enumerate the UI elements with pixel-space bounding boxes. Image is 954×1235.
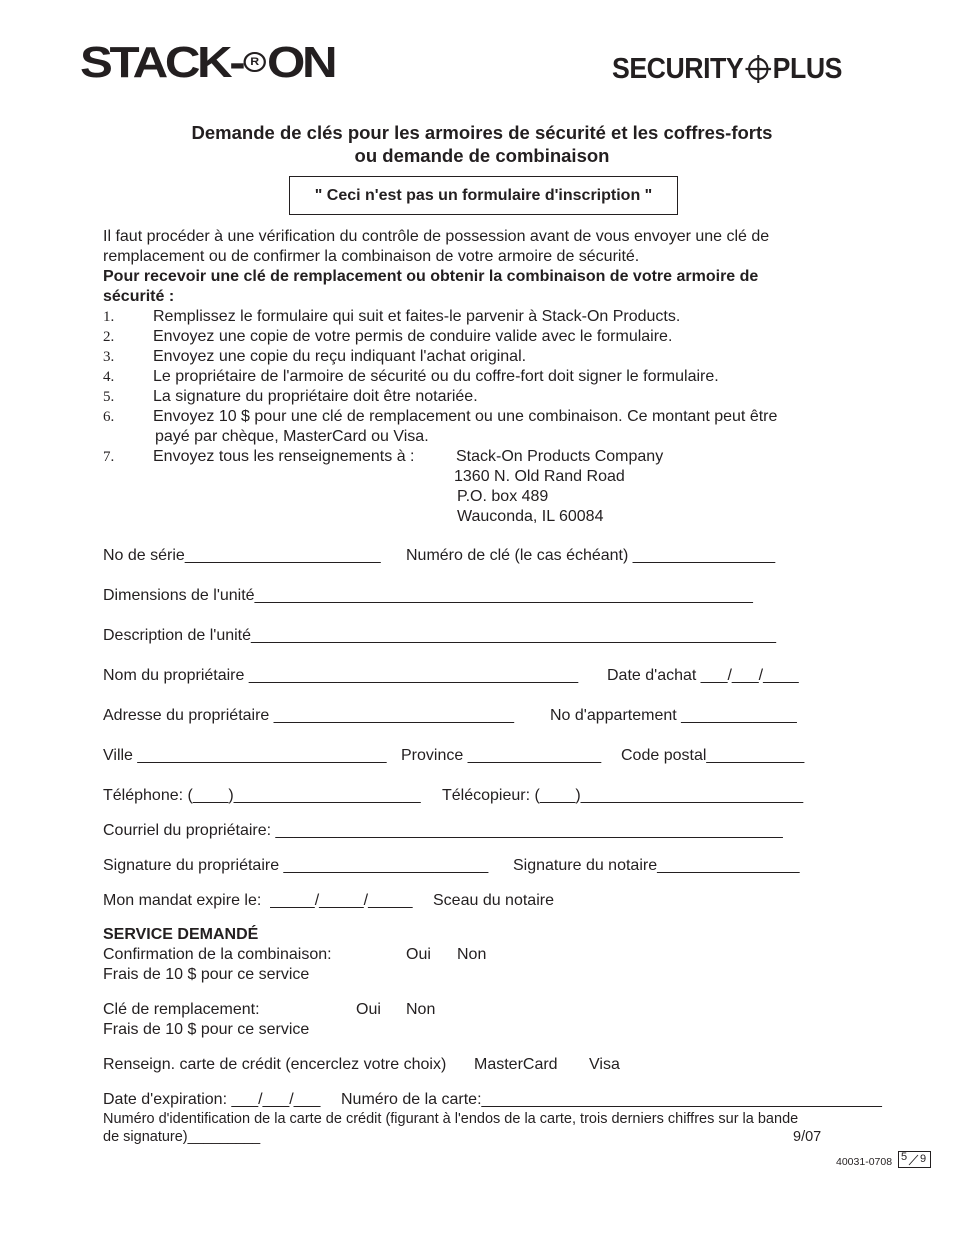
page-subtitle: ou demande de combinaison (354, 145, 610, 166)
step-text: Remplissez le formulaire qui suit et faites-le parvenir à Stack-On Products. (153, 308, 681, 325)
logo-text-security: SECURITY (612, 53, 744, 85)
logo-text-stack: STACK (80, 38, 230, 87)
replacement-key-yes-option[interactable]: Oui (356, 1001, 381, 1018)
notary-seal-label: Sceau du notaire (433, 892, 554, 909)
intro-bold-1: Pour recevoir une clé de remplacement ou obtenir la combinaison de votre armoire de (103, 268, 759, 285)
page-fraction-box (898, 1151, 931, 1168)
step-number: 4. (103, 369, 115, 385)
crosshair-icon (745, 55, 771, 83)
replacement-key-fee: Frais de 10 $ pour ce service (103, 1021, 310, 1038)
unit-dimensions-field[interactable]: Dimensions de l'unité________________________________________________________ (103, 587, 753, 604)
address-line-1: Stack-On Products Company (456, 448, 664, 465)
replacement-key-no-option[interactable]: Non (406, 1001, 436, 1018)
intro-line-1: Il faut procéder à une vérification du contrôle de possession avant de vous envoyer une clé de (103, 228, 770, 245)
registered-icon: R (243, 52, 265, 72)
part-number: 40031-0708 (836, 1156, 893, 1168)
service-heading: SERVICE DEMANDÉ (103, 926, 259, 943)
step-number: 7. (103, 449, 115, 465)
postal-code-field[interactable]: Code postal___________ (621, 747, 805, 764)
card-number-field[interactable]: Numéro de la carte:_____________________________________________ (341, 1091, 882, 1108)
step-text: Envoyez une copie du reçu indiquant l'achat original. (153, 348, 527, 365)
credit-card-label: Renseign. carte de crédit (encerclez votre choix) (103, 1056, 447, 1073)
combination-no-option[interactable]: Non (457, 946, 487, 963)
address-line-4: Wauconda, IL 60084 (457, 508, 604, 525)
step-text: Envoyez 10 $ pour une clé de remplacement ou une combinaison. Ce montant peut être (153, 408, 778, 425)
address-line-2: 1360 N. Old Rand Road (454, 468, 625, 485)
step-number: 5. (103, 389, 115, 405)
apartment-number-field[interactable]: No d'appartement _____________ (550, 707, 797, 724)
phone-field[interactable]: Téléphone: (____)_____________________ (103, 787, 421, 804)
purchase-date-field[interactable]: Date d'achat ___/___/____ (607, 667, 799, 684)
card-expiry-field[interactable]: Date d'expiration: ___/___/___ (103, 1091, 321, 1108)
step-text: Envoyez tous les renseignements à : (153, 448, 415, 465)
logo-dash: - (229, 38, 243, 87)
mastercard-option[interactable]: MasterCard (474, 1056, 558, 1073)
page-denominator: 9 (920, 1153, 927, 1165)
step-text: La signature du propriétaire doit être notariée. (153, 388, 478, 405)
step-number: 1. (103, 309, 115, 325)
notice-box: " Ceci n'est pas un formulaire d'inscription " (289, 176, 678, 215)
address-line-3: P.O. box 489 (457, 488, 549, 505)
combination-label: Confirmation de la combinaison: (103, 946, 332, 963)
notary-signature-field[interactable]: Signature du notaire________________ (513, 857, 800, 874)
combination-fee: Frais de 10 $ pour ce service (103, 966, 310, 983)
owner-address-field[interactable]: Adresse du propriétaire ___________________________ (103, 707, 515, 724)
step-text-continued: payé par chèque, MasterCard ou Visa. (155, 428, 429, 445)
step-text: Le propriétaire de l'armoire de sécurité ou du coffre-fort doit signer le formulaire. (153, 368, 719, 385)
owner-email-field[interactable]: Courriel du propriétaire: _________________________________________________________ (103, 822, 783, 839)
fax-field[interactable]: Télécopieur: (____)_________________________ (442, 787, 804, 804)
card-id-line-1: Numéro d'identification de la carte de crédit (figurant à l'endos de la carte, trois derniers chiffres sur la bande (103, 1111, 799, 1127)
key-number-field[interactable]: Numéro de clé (le cas échéant) ________________ (406, 547, 776, 564)
step-number: 3. (103, 349, 115, 365)
stack-on-logo (80, 40, 334, 86)
page-title: Demande de clés pour les armoires de sécurité et les coffres-forts (191, 122, 773, 143)
replacement-key-label: Clé de remplacement: (103, 1001, 260, 1018)
unit-description-field[interactable]: Description de l'unité___________________________________________________________ (103, 627, 777, 644)
step-number: 2. (103, 329, 115, 345)
combination-yes-option[interactable]: Oui (406, 946, 431, 963)
city-field[interactable]: Ville ____________________________ (103, 747, 387, 764)
mandate-expiry-field[interactable]: Mon mandat expire le: _____/_____/_____ (103, 892, 413, 909)
province-field[interactable]: Province _______________ (401, 747, 602, 764)
logo-text-on: ON (266, 38, 335, 87)
owner-name-field[interactable]: Nom du propriétaire _____________________________________ (103, 667, 579, 684)
security-plus-logo (612, 54, 842, 84)
logo-text-plus: PLUS (772, 53, 842, 85)
visa-option[interactable]: Visa (589, 1056, 620, 1073)
step-text: Envoyez une copie de votre permis de conduire valide avec le formulaire. (153, 328, 673, 345)
page-numerator: 5 (901, 1151, 908, 1163)
intro-bold-2: sécurité : (103, 288, 175, 305)
card-id-field[interactable]: de signature)_________ (103, 1129, 261, 1145)
intro-line-2: remplacement ou de confirmer la combinaison de votre armoire de sécurité. (103, 248, 640, 265)
step-number: 6. (103, 409, 115, 425)
serial-number-field[interactable]: No de série______________________ (103, 547, 381, 564)
owner-signature-field[interactable]: Signature du propriétaire _______________________ (103, 857, 489, 874)
revision-date: 9/07 (793, 1129, 822, 1145)
